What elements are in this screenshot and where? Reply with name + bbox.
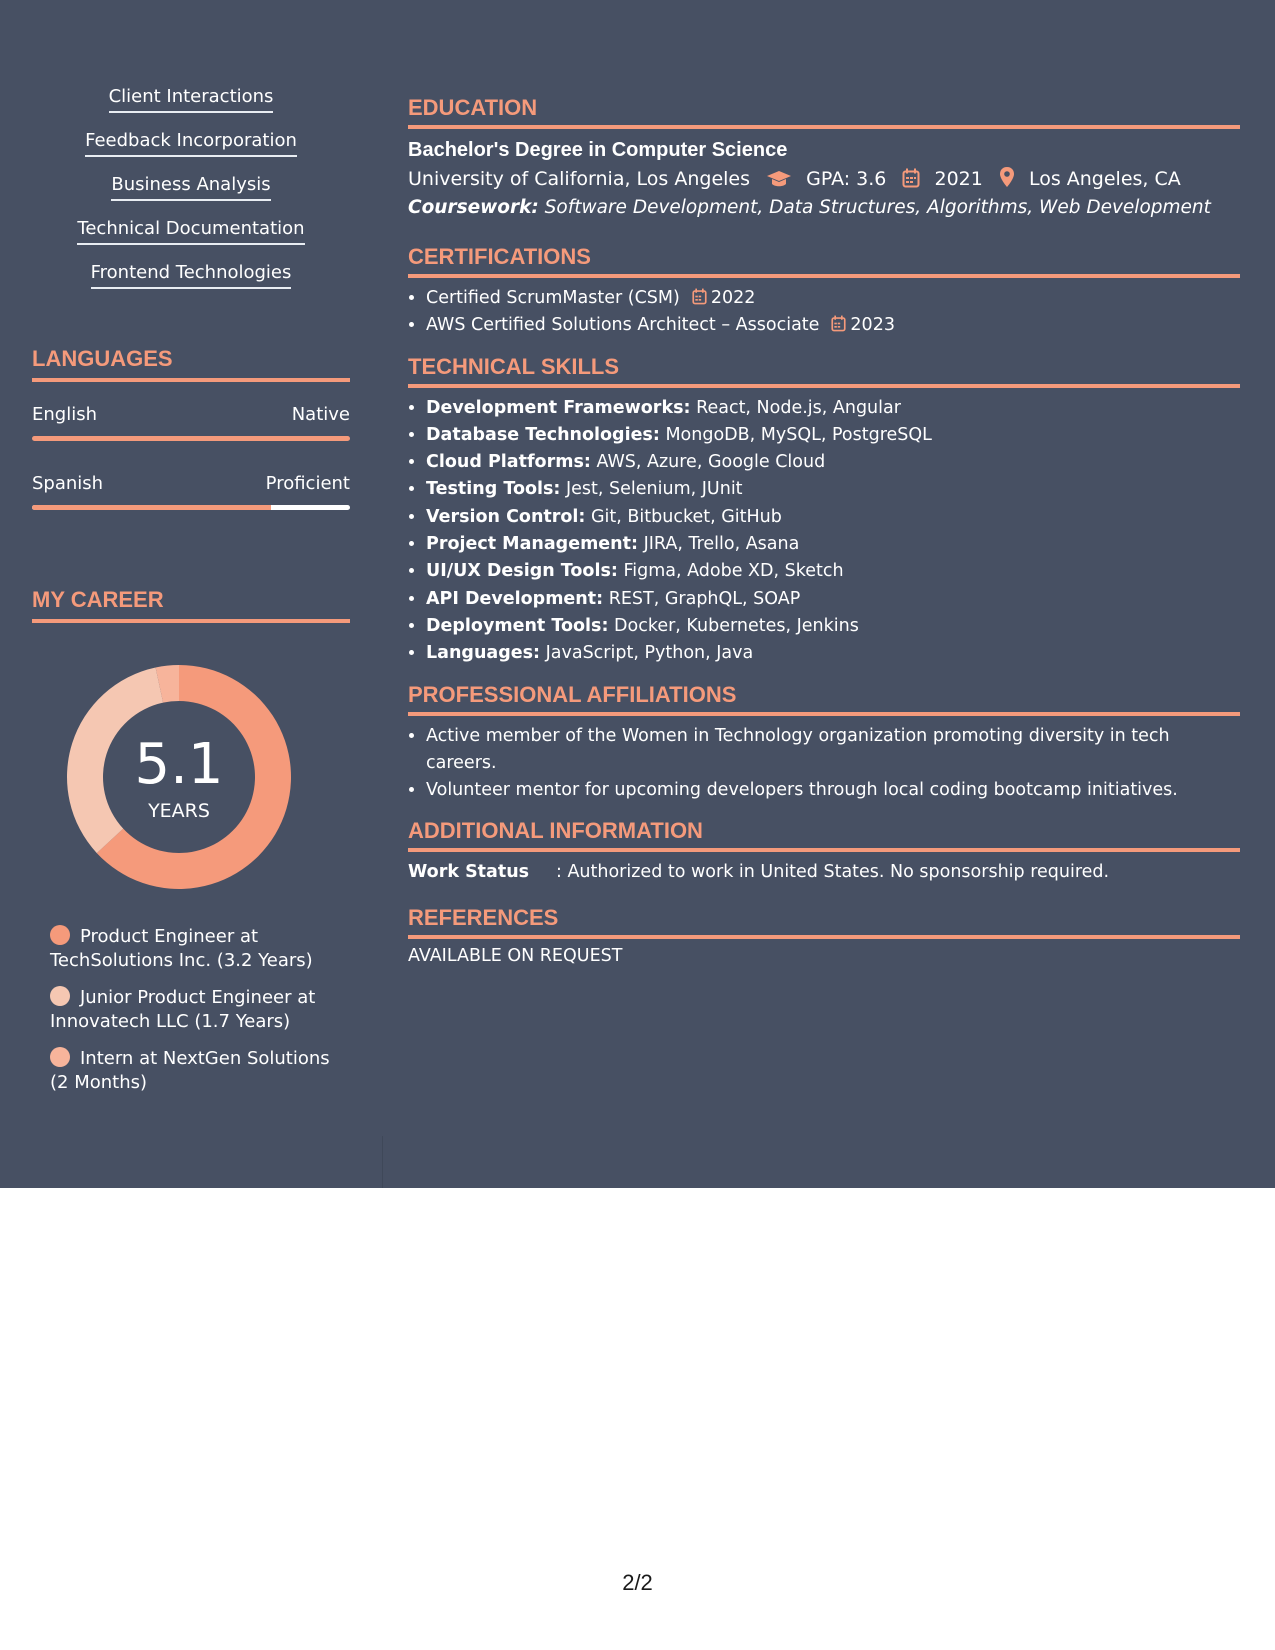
education-gpa: GPA: 3.6 <box>806 168 887 190</box>
skill-item: Business Analysis <box>111 174 270 201</box>
career-unit: YEARS <box>148 800 210 822</box>
skill-label: Development Frameworks: <box>426 397 691 418</box>
career-legend-item <box>50 1047 330 1095</box>
career-donut-chart <box>65 663 293 891</box>
career-heading: MY CAREER <box>32 587 350 623</box>
education-details <box>408 164 1240 194</box>
technical-skills-heading: TECHNICAL SKILLS <box>408 354 1240 388</box>
education-heading: EDUCATION <box>408 95 1240 129</box>
skill-label: Deployment Tools: <box>426 615 609 636</box>
certification-item <box>426 285 1240 312</box>
education-year: 2021 <box>934 168 983 190</box>
work-status-label: Work Status <box>408 862 530 883</box>
skill-row <box>426 613 1240 640</box>
certification-name: Certified ScrumMaster (CSM) <box>426 288 680 308</box>
skill-value: REST, GraphQL, SOAP <box>608 588 801 609</box>
location-pin-icon <box>999 166 1015 188</box>
skill-label: API Development: <box>426 588 604 609</box>
references-heading: REFERENCES <box>408 905 1240 939</box>
language-name: English <box>32 404 97 425</box>
education-school: University of California, Los Angeles <box>408 168 751 190</box>
language-level: Native <box>291 404 350 425</box>
technical-skills-section <box>408 354 1240 668</box>
affiliations-list <box>408 723 1240 805</box>
language-bar-fill <box>32 436 350 441</box>
education-location: Los Angeles, CA <box>1028 168 1181 190</box>
skill-label: Cloud Platforms: <box>426 452 591 473</box>
career-item-title: Product Engineer at TechSolutions Inc. (3.2 Years) <box>50 926 313 971</box>
affiliations-heading: PROFESSIONAL AFFILIATIONS <box>408 682 1240 716</box>
skill-row <box>426 504 1240 531</box>
graduation-cap-icon <box>766 170 792 188</box>
skill-row <box>426 586 1240 613</box>
skill-label: Testing Tools: <box>426 479 561 500</box>
legend-dot <box>50 925 70 945</box>
legend-dot <box>50 986 70 1006</box>
certifications-section <box>408 244 1240 340</box>
affiliation-item: • Volunteer mentor for upcoming developers through local coding bootcamp initiatives. <box>426 777 1240 804</box>
calendar-icon <box>831 315 846 332</box>
skill-row <box>426 422 1240 449</box>
language-name: Spanish <box>32 473 104 494</box>
skill-value: Figma, Adobe XD, Sketch <box>623 561 844 582</box>
skill-value: JavaScript, Python, Java <box>545 643 754 664</box>
language-bar <box>32 505 350 510</box>
skill-item: Client Interactions <box>109 86 274 113</box>
career-total: 5.1 <box>134 732 224 797</box>
certification-item <box>426 312 1240 339</box>
skill-value: React, Node.js, Angular <box>696 397 901 418</box>
work-status-value: : Authorized to work in United States. No sponsorship required. <box>556 862 1110 883</box>
certifications-list <box>408 285 1240 340</box>
skill-label: Version Control: <box>426 506 586 527</box>
language-bar-fill <box>32 505 271 510</box>
career-legend-item <box>50 986 330 1034</box>
education-coursework <box>408 194 1240 222</box>
certification-name: AWS Certified Solutions Architect – Associate <box>426 315 820 336</box>
affiliations-section <box>408 682 1240 805</box>
skill-label: Database Technologies: <box>426 424 660 445</box>
skill-row <box>426 558 1240 585</box>
skill-value: Jest, Selenium, JUnit <box>566 479 743 500</box>
skill-value: MongoDB, MySQL, PostgreSQL <box>665 424 932 445</box>
skills-list <box>32 86 350 306</box>
additional-info-heading: ADDITIONAL INFORMATION <box>408 818 1240 852</box>
technical-skills-list <box>408 395 1240 668</box>
certifications-heading: CERTIFICATIONS <box>408 244 1240 278</box>
education-degree: Bachelor's Degree in Computer Science <box>408 139 788 161</box>
references-value: AVAILABLE ON REQUEST <box>408 946 623 967</box>
legend-dot <box>50 1047 70 1067</box>
skill-label: UI/UX Design Tools: <box>426 561 618 582</box>
career-item-title: Junior Product Engineer at Innovatech LLC (1.7 Years) <box>50 987 316 1032</box>
skill-item: Feedback Incorporation <box>85 130 297 157</box>
career-item-title: Intern at NextGen Solutions (2 Months) <box>50 1048 330 1093</box>
skill-value: AWS, Azure, Google Cloud <box>596 452 826 473</box>
skill-row <box>426 640 1240 667</box>
skill-item: Frontend Technologies <box>91 262 292 289</box>
skill-row <box>426 449 1240 476</box>
page-number: 2/2 <box>622 1570 653 1595</box>
language-bar <box>32 436 350 441</box>
main-column <box>408 95 1240 966</box>
certification-year: 2022 <box>710 288 756 308</box>
career-legend-item <box>50 925 330 973</box>
column-divider <box>382 1136 383 1188</box>
certification-year: 2023 <box>850 315 895 336</box>
skill-value: Docker, Kubernetes, Jenkins <box>614 615 859 636</box>
calendar-icon <box>692 288 707 305</box>
language-level: Proficient <box>265 473 350 494</box>
coursework-label: Coursework: <box>408 197 539 218</box>
skill-label: Languages: <box>426 643 541 664</box>
skill-row <box>426 531 1240 558</box>
skill-label: Project Management: <box>426 534 638 555</box>
languages-heading: LANGUAGES <box>32 346 350 382</box>
skill-value: Git, Bitbucket, GitHub <box>591 506 782 527</box>
career-legend <box>50 925 330 1108</box>
skill-item: Technical Documentation <box>77 218 304 245</box>
skill-row <box>426 476 1240 503</box>
calendar-icon <box>902 168 920 188</box>
skill-row <box>426 395 1240 422</box>
work-status <box>408 859 1240 885</box>
coursework-value: Software Development, Data Structures, Algorithms, Web Development <box>544 197 1211 218</box>
skill-value: JIRA, Trello, Asana <box>643 534 800 555</box>
affiliation-item: • Active member of the Women in Technology organization promoting diversity in tech careers. <box>426 723 1240 778</box>
